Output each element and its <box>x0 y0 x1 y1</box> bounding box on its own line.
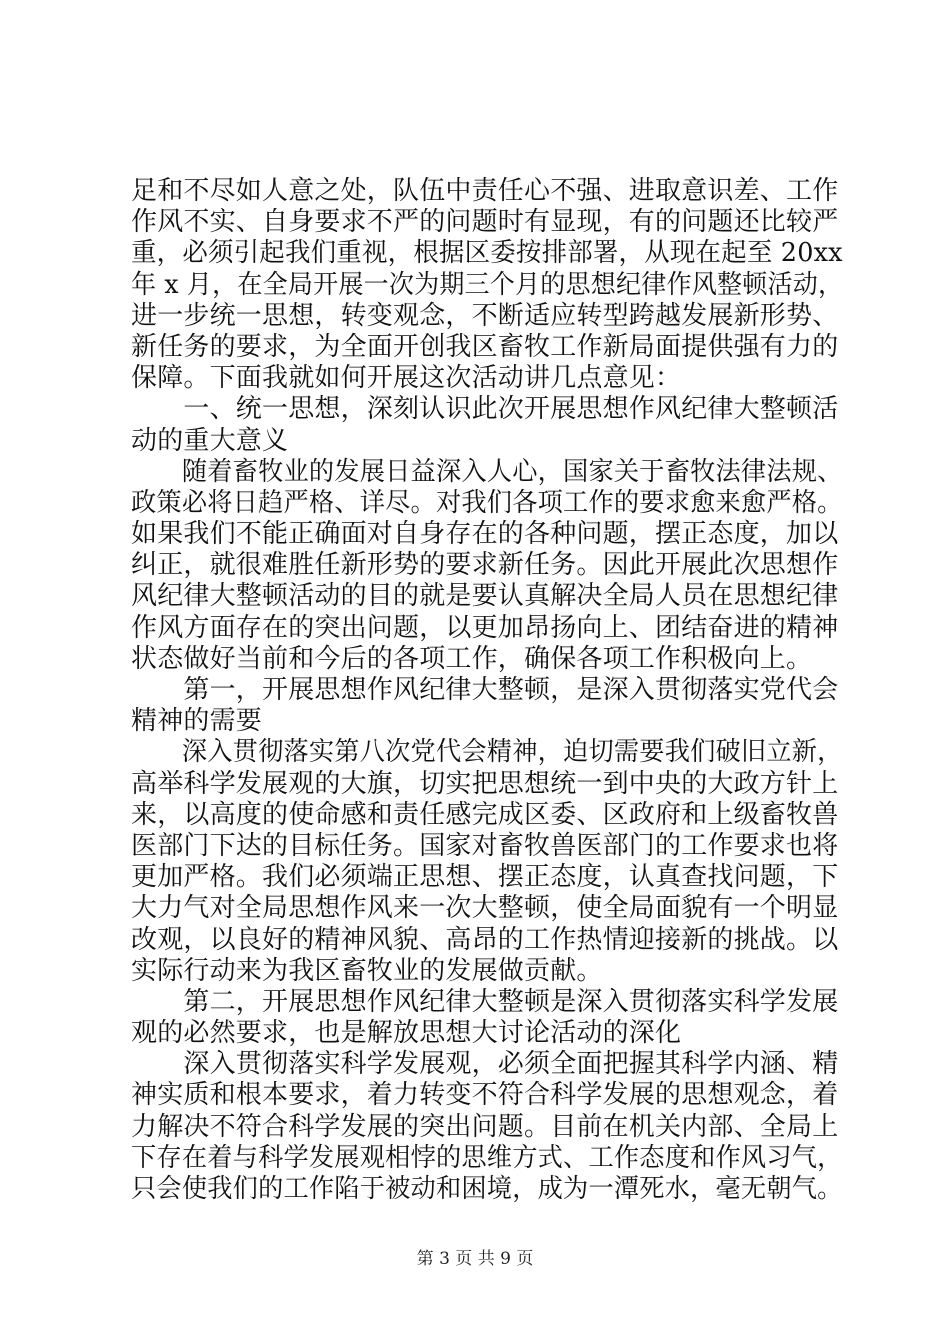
text-line: 第二，开展思想作风纪律大整顿是深入贯彻落实科学发展 <box>131 986 839 1017</box>
text-line: 如果我们不能正确面对自身存在的各种问题，摆正态度，加以 <box>131 519 839 550</box>
page-number-footer: 第 3 页 共 9 页 <box>416 1249 534 1269</box>
text-line: 作风不实、自身要求不严的问题时有显现，有的问题还比较严 <box>131 207 839 238</box>
text-line: 实际行动来为我区畜牧业的发展做贡献。 <box>131 955 603 986</box>
text-line: 观的必然要求，也是解放思想大讨论活动的深化 <box>131 1018 682 1049</box>
text-line: 改观，以良好的精神风貌、高昂的工作热情迎接新的挑战。以 <box>131 924 839 955</box>
text-line: 来，以高度的使命感和责任感完成区委、区政府和上级畜牧兽 <box>131 799 839 830</box>
body-text <box>131 176 843 1205</box>
text-line: 一、统一思想，深刻认识此次开展思想作风纪律大整顿活 <box>131 394 839 425</box>
text-line: 动的重大意义 <box>131 425 289 456</box>
text-line: 神实质和根本要求，着力转变不符合科学发展的思想观念，着 <box>131 1080 839 1111</box>
text-line: 纠正，就很难胜任新形势的要求新任务。因此开展此次思想作 <box>131 550 839 581</box>
text-line: 重，必须引起我们重视，根据区委按排部署，从现在起至 20xx <box>131 238 843 269</box>
text-line: 下存在着与科学发展观相悖的思维方式、工作态度和作风习气， <box>131 1142 843 1173</box>
text-line: 力解决不符合科学发展的突出问题。目前在机关内部、全局上 <box>131 1111 839 1142</box>
text-line: 新任务的要求，为全面开创我区畜牧工作新局面提供强有力的 <box>131 331 839 362</box>
text-line: 医部门下达的目标任务。国家对畜牧兽医部门的工作要求也将 <box>131 830 839 861</box>
text-line: 年 x 月，在全局开展一次为期三个月的思想纪律作风整顿活动， <box>131 269 844 300</box>
text-line: 深入贯彻落实科学发展观，必须全面把握其科学内涵、精 <box>131 1049 839 1080</box>
text-line: 只会使我们的工作陷于被动和困境，成为一潭死水，毫无朝气。 <box>131 1174 843 1204</box>
text-line: 足和不尽如人意之处，队伍中责任心不强、进取意识差、工作 <box>131 176 839 206</box>
text-line: 第一，开展思想作风纪律大整顿，是深入贯彻落实党代会 <box>131 675 839 705</box>
text-line: 保障。下面我就如何开展这次活动讲几点意见： <box>131 363 682 394</box>
text-line: 随着畜牧业的发展日益深入人心，国家关于畜牧法律法规、 <box>131 456 843 487</box>
text-line: 高举科学发展观的大旗，切实把思想统一到中央的大政方针上 <box>131 768 839 799</box>
text-line: 进一步统一思想，转变观念，不断适应转型跨越发展新形势、 <box>131 300 839 331</box>
text-line: 更加严格。我们必须端正思想、摆正态度，认真查找问题，下 <box>131 862 839 893</box>
text-line: 状态做好当前和今后的各项工作，确保各项工作积极向上。 <box>131 643 813 674</box>
text-line: 风纪律大整顿活动的目的就是要认真解决全局人员在思想纪律 <box>131 581 839 612</box>
text-line: 深入贯彻落实第八次党代会精神，迫切需要我们破旧立新， <box>131 737 843 768</box>
text-line: 政策必将日趋严格、详尽。对我们各项工作的要求愈来愈严格。 <box>131 487 843 518</box>
text-line: 精神的需要 <box>131 706 263 737</box>
text-line: 作风方面存在的突出问题，以更加昂扬向上、团结奋进的精神 <box>131 612 839 643</box>
text-line: 大力气对全局思想作风来一次大整顿，使全局面貌有一个明显 <box>131 893 839 924</box>
